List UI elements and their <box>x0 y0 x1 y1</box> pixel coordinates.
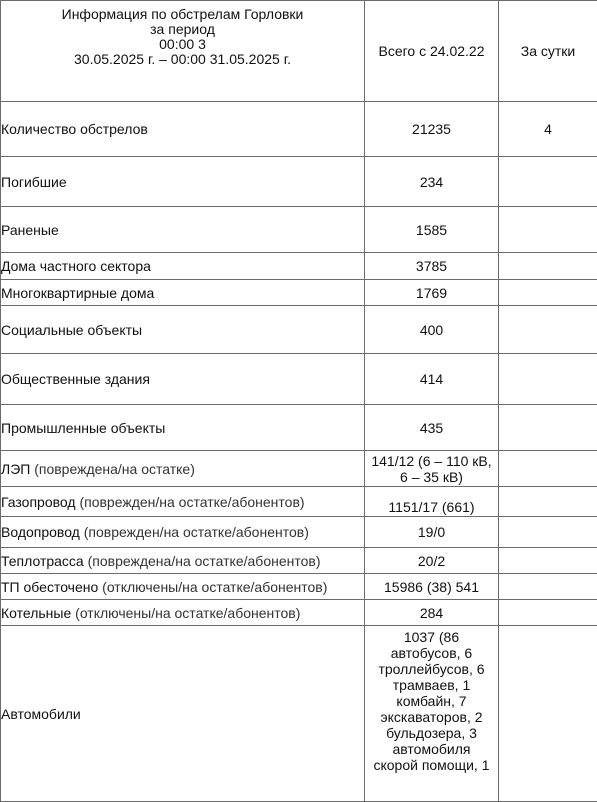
row-label: Дома частного сектора <box>1 253 365 280</box>
table-row <box>1 626 597 802</box>
row-label: Общественные здания <box>1 354 365 405</box>
day-value <box>499 354 597 405</box>
row-label: Газопровод (поврежден/на остатке/абонентов) <box>1 487 365 517</box>
row-label: Раненые <box>1 207 365 253</box>
table-row <box>1 517 597 548</box>
total-value <box>365 626 499 802</box>
row-note: (поврежден/на остатке/абонентов) <box>80 524 309 540</box>
row-label: ТП обесточено (отключены/на остатке/абонентов) <box>1 574 365 600</box>
row-label: Котельные (отключены/на остатке/абонентов) <box>1 600 365 626</box>
day-value <box>499 306 597 354</box>
total-value: 1769 <box>365 280 499 306</box>
row-label: Погибшие <box>1 157 365 207</box>
table-row <box>1 306 597 354</box>
day-value <box>499 517 597 548</box>
total-value: 1585 <box>365 207 499 253</box>
table-row <box>1 354 597 405</box>
row-label: Количество обстрелов <box>1 102 365 157</box>
day-value <box>499 405 597 451</box>
table-row <box>1 207 597 253</box>
row-note: (отключены/на остатке/абонентов) <box>71 605 300 621</box>
row-label: Многоквартирные дома <box>1 280 365 306</box>
total-line: 141/12 (6 – 110 кВ, <box>365 453 498 469</box>
title-line: 30.05.2025 г. – 00:00 31.05.2025 г. <box>1 52 364 67</box>
total-value <box>365 451 499 487</box>
title-line: за период <box>1 22 364 37</box>
total-line: трамваев, 1 <box>365 677 498 693</box>
row-note: (повреждена/на остатке) <box>30 461 195 477</box>
total-value: 435 <box>365 405 499 451</box>
table-row <box>1 600 597 626</box>
table-row <box>1 487 597 517</box>
total-line: бульдозера, 3 <box>365 725 498 741</box>
table-row <box>1 253 597 280</box>
day-value <box>499 280 597 306</box>
total-line: экскаваторов, 2 <box>365 709 498 725</box>
total-value: 15986 (38) 541 <box>365 574 499 600</box>
column-header-total: Всего с 24.02.22 <box>365 1 499 102</box>
total-value: 20/2 <box>365 548 499 574</box>
total-line: скорой помощи, 1 <box>365 757 498 773</box>
day-value <box>499 157 597 207</box>
day-value <box>499 487 597 517</box>
row-label: ЛЭП (повреждена/на остатке) <box>1 451 365 487</box>
total-value: 400 <box>365 306 499 354</box>
row-note: (повреждена/на остатке/абонентов) <box>84 553 321 569</box>
total-line: 1037 (86 <box>365 629 498 645</box>
total-line: троллейбусов, 6 <box>365 661 498 677</box>
total-line: комбайн, 7 <box>365 693 498 709</box>
row-label: Теплотрасса (повреждена/на остатке/абонентов) <box>1 548 365 574</box>
report-title <box>1 1 365 102</box>
header-row <box>1 1 597 102</box>
title-line: Информация по обстрелам Горловки <box>1 7 364 22</box>
total-line: автобусов, 6 <box>365 645 498 661</box>
day-value <box>499 253 597 280</box>
day-value <box>499 207 597 253</box>
total-value: 284 <box>365 600 499 626</box>
table-row <box>1 102 597 157</box>
table-row <box>1 451 597 487</box>
total-line: автомобиля <box>365 741 498 757</box>
day-value <box>499 626 597 802</box>
table-row <box>1 548 597 574</box>
total-value: 3785 <box>365 253 499 280</box>
day-value <box>499 600 597 626</box>
day-value <box>499 451 597 487</box>
row-label: Водопровод (поврежден/на остатке/абонентов) <box>1 517 365 548</box>
row-note: (отключены/на остатке/абонентов) <box>98 579 327 595</box>
total-value: 1151/17 (661) <box>365 487 499 517</box>
day-value: 4 <box>499 102 597 157</box>
total-line: 6 – 35 кВ) <box>365 469 498 485</box>
row-note: (поврежден/на остатке/абонентов) <box>76 494 305 510</box>
table-row <box>1 157 597 207</box>
day-value <box>499 574 597 600</box>
row-label: Автомобили <box>1 626 365 802</box>
total-value: 414 <box>365 354 499 405</box>
row-label: Социальные объекты <box>1 306 365 354</box>
title-line: 00:00 3 <box>1 37 364 52</box>
total-value: 19/0 <box>365 517 499 548</box>
table-row <box>1 405 597 451</box>
table-row <box>1 280 597 306</box>
total-value: 234 <box>365 157 499 207</box>
total-value: 21235 <box>365 102 499 157</box>
column-header-day: За сутки <box>499 1 597 102</box>
row-label: Промышленные объекты <box>1 405 365 451</box>
day-value <box>499 548 597 574</box>
table-row <box>1 574 597 600</box>
